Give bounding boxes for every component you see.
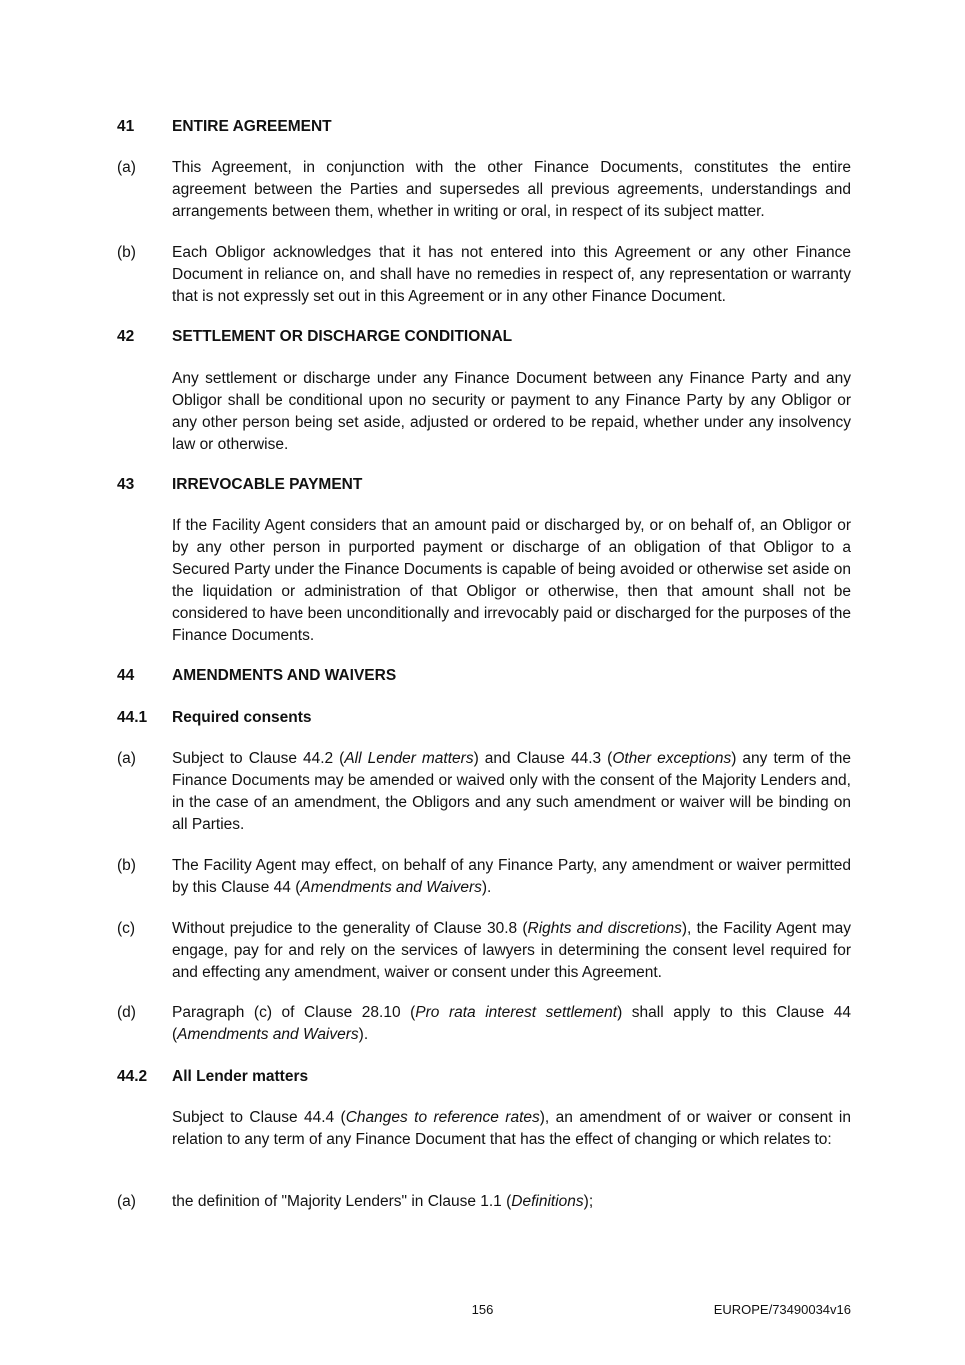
paragraph-42 bbox=[117, 368, 851, 456]
paragraph-label: (c) bbox=[117, 920, 136, 937]
clause-reference: Definitions bbox=[511, 1193, 584, 1210]
section-42-heading bbox=[117, 326, 851, 348]
section-number: 42 bbox=[117, 328, 135, 345]
paragraph-label: (b) bbox=[117, 244, 136, 261]
section-44-1-heading bbox=[117, 707, 851, 729]
document-reference: EUROPE/73490034v16 bbox=[713, 1302, 851, 1317]
paragraph-43 bbox=[117, 515, 851, 647]
paragraph-text: Subject to Clause 44.4 (Changes to reference rates), an amendment of or waiver or consent in relation to any term of any Finance Document that has the effect of changing or which relates to: bbox=[172, 1109, 851, 1148]
paragraph-44-1b bbox=[117, 855, 851, 899]
section-title: Required consents bbox=[172, 709, 312, 726]
section-title: ENTIRE AGREEMENT bbox=[172, 118, 332, 135]
paragraph-44-1a bbox=[117, 748, 851, 836]
section-title: All Lender matters bbox=[172, 1068, 309, 1085]
paragraph-text: Without prejudice to the generality of Clause 30.8 (Rights and discretions), the Facility Agent may engage, pay for and rely on the services of lawyers in determining the consent level required for and effecting any amendment, waiver or consent under this Agreement. bbox=[172, 920, 851, 981]
paragraph-41b bbox=[117, 242, 851, 308]
section-number: 41 bbox=[117, 118, 135, 135]
section-number: 44.2 bbox=[117, 1068, 148, 1085]
paragraph-text: the definition of "Majority Lenders" in Clause 1.1 (Definitions); bbox=[172, 1193, 594, 1210]
paragraph-label: (a) bbox=[117, 159, 136, 176]
paragraph-44-2a bbox=[117, 1191, 851, 1213]
section-number: 44.1 bbox=[117, 709, 148, 726]
section-number: 44 bbox=[117, 667, 135, 684]
paragraph-text: This Agreement, in conjunction with the other Finance Documents, constitutes the entire agreement between the Parties and supersedes all previous agreements, understandings and arrangements between them, whether in writing or oral, in respect of its subject matter. bbox=[172, 159, 851, 220]
paragraph-label: (a) bbox=[117, 1193, 136, 1210]
paragraph-44-1c bbox=[117, 918, 851, 984]
section-43-heading bbox=[117, 474, 851, 496]
section-number: 43 bbox=[117, 476, 135, 493]
section-title: SETTLEMENT OR DISCHARGE CONDITIONAL bbox=[172, 328, 513, 345]
paragraph-text: Any settlement or discharge under any Finance Document between any Finance Party and any Obligor shall be conditional upon no security or payment to any Finance Party by any Obligor or any other person being set aside, adjusted or ordered to be repaid, whether under any insolvency law or otherwise. bbox=[172, 370, 851, 453]
clause-reference: Pro rata interest settlement bbox=[415, 1004, 618, 1021]
clause-reference: Rights and discretions bbox=[527, 920, 682, 937]
paragraph-label: (b) bbox=[117, 857, 136, 874]
paragraph-label: (a) bbox=[117, 750, 136, 767]
clause-reference: Amendments and Waivers bbox=[300, 879, 482, 896]
clause-reference: Amendments and Waivers bbox=[177, 1026, 359, 1043]
clause-reference: All Lender matters bbox=[344, 750, 474, 767]
clause-reference: Other exceptions bbox=[612, 750, 732, 767]
paragraph-text: The Facility Agent may effect, on behalf of any Finance Party, any amendment or waiver permitted by this Clause 44 (Amendments and Waivers). bbox=[172, 857, 851, 896]
paragraph-text: Paragraph (c) of Clause 28.10 (Pro rata interest settlement) shall apply to this Clause 44 (Amendments and Waivers). bbox=[172, 1004, 851, 1043]
paragraph-44-2 bbox=[117, 1107, 851, 1151]
section-41-heading bbox=[117, 116, 851, 138]
section-title: IRREVOCABLE PAYMENT bbox=[172, 476, 363, 493]
paragraph-41a bbox=[117, 157, 851, 223]
paragraph-text: If the Facility Agent considers that an amount paid or discharged by, or on behalf of, an Obligor or by any other person in purported payment or discharge of an obligation of that Obligor to a Secured Party under the Finance Documents is capable of being avoided or otherwise set aside on the liquidation or administration of that Obligor or otherwise, then that amount shall not be considered to have been unconditionally and irrevocably paid or discharged for the purposes of the Finance Documents. bbox=[172, 517, 851, 644]
section-44-2-heading bbox=[117, 1066, 851, 1088]
paragraph-44-1d bbox=[117, 1002, 851, 1046]
section-title: AMENDMENTS AND WAIVERS bbox=[172, 667, 397, 684]
paragraph-text: Subject to Clause 44.2 (All Lender matters) and Clause 44.3 (Other exceptions) any term of the Finance Documents may be amended or waived only with the consent of the Majority Lenders and, in the case of an amendment, the Obligors and any such amendment or waiver will be binding on all Parties. bbox=[172, 750, 851, 833]
paragraph-label: (d) bbox=[117, 1004, 136, 1021]
section-44-heading bbox=[117, 665, 851, 687]
paragraph-text: Each Obligor acknowledges that it has not entered into this Agreement or any other Finance Document in reliance on, and shall have no remedies in respect of, any representation or warranty that is not expressly set out in this Agreement or in any other Finance Document. bbox=[172, 244, 851, 305]
page-number: 156 bbox=[471, 1302, 494, 1317]
clause-reference: Changes to reference rates bbox=[345, 1109, 540, 1126]
